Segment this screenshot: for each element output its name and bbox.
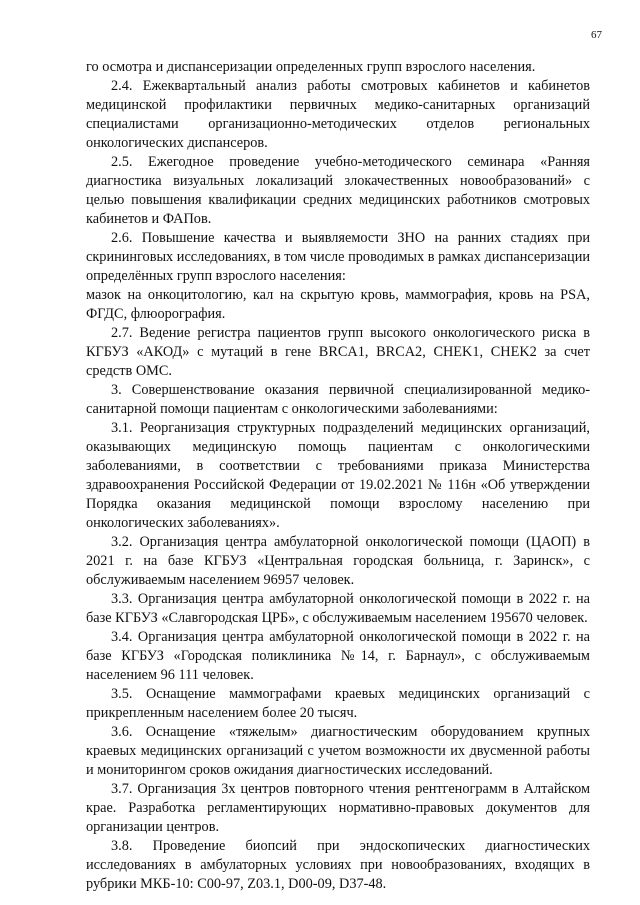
paragraph: 3. Совершенствование оказания первичной специализированной медико-санитарной помощи пациентам с онкологическими заболеваниями: [86, 382, 590, 417]
paragraph: 3.7. Организация 3х центров повторного чтения рентгенограмм в Алтайском крае. Разработка регламентирующих нормативно-правовых документов для организации центров. [86, 781, 590, 835]
paragraph: 2.7. Ведение регистра пациентов групп высокого онкологического риска в КГБУЗ «АКОД» с мутаций в гене BRCA1, BRCA2, CHEK1, CHEK2 за счет средств ОМС. [86, 325, 590, 379]
paragraph: 3.5. Оснащение маммографами краевых медицинских организаций с прикрепленным населением более 20 тысяч. [86, 686, 590, 721]
paragraph: 3.3. Организация центра амбулаторной онкологической помощи в 2022 г. на базе КГБУЗ «Славгородская ЦРБ», с обслуживаемым населением 195670 человек. [86, 591, 590, 626]
paragraph: 3.8. Проведение биопсий при эндоскопических диагностических исследованиях в амбулаторных условиях при новообразованиях, входящих в рубрики МКБ-10: C00-97, Z03.1, D00-09, D37-48. [86, 838, 590, 892]
paragraph: 3.2. Организация центра амбулаторной онкологической помощи (ЦАОП) в 2021 г. на базе КГБУЗ «Центральная городская больница, г. Заринск», с обслуживаемым населением 96957 человек. [86, 534, 590, 588]
paragraph: 2.5. Ежегодное проведение учебно-методического семинара «Ранняя диагностика визуальных локализаций злокачественных новообразований» с целью повышения квалификации средних медицинских работников смотровых кабинетов и ФАПов. [86, 154, 590, 227]
paragraph: 3.1. Реорганизация структурных подразделений медицинских организаций, оказывающих медицинскую помощь пациентам с онкологическими заболеваниями, в соответствии с требованиями приказа Министерства здравоохранения Российской Федерации от 19.02.2021 № 116н «Об утверждении Порядка оказания медицинской помощи взрослому населению при онкологических заболеваниях». [86, 420, 590, 531]
document-body [86, 58, 590, 894]
paragraph: 3.4. Организация центра амбулаторной онкологической помощи в 2022 г. на базе КГБУЗ «Городская поликлиника №14, г. Барнаул», с обслуживаемым населением 96 111 человек. [86, 629, 590, 683]
paragraph: 3.6. Оснащение «тяжелым» диагностическим оборудованием крупных краевых медицинских организаций с учетом возможности их двусменной работы и мониторингом сроков ожидания диагностических исследований. [86, 724, 590, 778]
page-number: 67 [591, 29, 602, 41]
paragraph: мазок на онкоцитологию, кал на скрытую кровь, маммография, кровь на PSA, ФГДС, флюорография. [86, 287, 590, 322]
paragraph: го осмотра и диспансеризации определенных групп взрослого населения. [86, 59, 536, 75]
paragraph: 2.6. Повышение качества и выявляемости ЗНО на ранних стадиях при скрининговых исследованиях, в том числе проводимых в рамках диспансеризации определённых групп взрослого населения: [86, 230, 590, 284]
paragraph: 2.4. Ежеквартальный анализ работы смотровых кабинетов и кабинетов медицинской профилактики первичных медико-санитарных организаций специалистами организационно-методических отделов региональных онкологических диспансеров. [86, 78, 590, 151]
